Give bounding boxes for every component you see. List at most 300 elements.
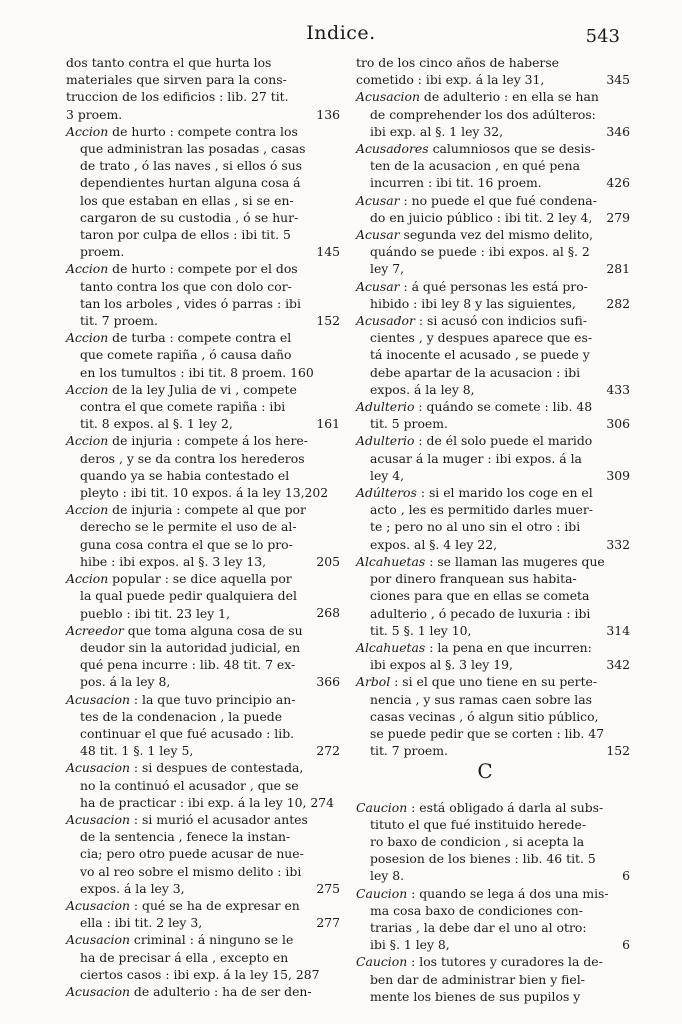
entry-text: : si el que uno tiene en su perte- [390, 674, 598, 690]
entry-line [356, 553, 614, 570]
entry-line [66, 605, 324, 622]
entry-line [66, 123, 324, 140]
index-entry [66, 501, 340, 570]
entry-page-ref: 145 [316, 244, 340, 260]
entry-line [66, 553, 324, 570]
entry-line [356, 312, 614, 329]
entry-line [356, 570, 614, 587]
entry-text: guna cosa contra el que se lo pro- [80, 536, 293, 552]
entry-page-ref: 345 [606, 72, 630, 88]
entry-page-ref: 152 [316, 313, 340, 329]
entry-text: contra el que comete rapiña : ibi [80, 399, 286, 415]
entry-text: cometido : ibi exp. á la ley 31, [356, 72, 545, 88]
entry-line [66, 157, 324, 174]
entry-text: popular : se dice aquella por [108, 571, 292, 587]
entry-headword: Acusacion [66, 691, 130, 707]
entry-line [356, 867, 614, 884]
entry-text: proem. [80, 244, 125, 260]
entry-text: ibi exp. al §. 1 ley 32, [370, 123, 504, 139]
entry-text: hibido : ibi ley 8 y las siguientes, [370, 295, 576, 311]
page-number: 543 [585, 26, 620, 47]
index-entry [356, 278, 630, 312]
entry-page-ref: 433 [606, 381, 630, 397]
entry-text: de hurto : compete por el dos [108, 261, 298, 277]
entry-text: ibi §. 1 ley 8, [370, 937, 450, 953]
entry-line [356, 501, 614, 518]
entry-text: : está obligado á darla al subs- [407, 799, 604, 815]
entry-line [66, 54, 324, 71]
index-entry [66, 931, 324, 983]
entry-headword: Acusar [356, 227, 400, 243]
entry-line [356, 432, 614, 449]
index-entry [66, 811, 340, 897]
entry-text: : la que tuvo principio an- [129, 691, 296, 707]
entry-line [356, 415, 614, 432]
entry-text: ten de la acusacion , en qué pena [370, 158, 580, 174]
entry-headword: Acusacion [66, 897, 130, 913]
entry-line [356, 484, 614, 501]
entry-text: de injuria : compete al que por [108, 502, 306, 518]
entry-line [66, 691, 324, 708]
index-entry [66, 691, 340, 760]
entry-text: que toma alguna cosa de su [123, 622, 303, 638]
entry-line [66, 364, 324, 381]
entry-text: de trato , ó las naves , si ellos ó sus [80, 158, 303, 174]
entry-text: : de él solo puede el marido [414, 433, 593, 449]
entry-line [66, 174, 324, 191]
entry-line [356, 816, 614, 833]
index-entry [356, 312, 630, 398]
index-entry [66, 622, 340, 691]
entry-headword: Acusacion [66, 811, 130, 827]
entry-line [66, 88, 324, 105]
entry-text: incurren : ibi tit. 16 proem. [370, 175, 542, 191]
entry-page-ref: 6 [622, 868, 630, 884]
entry-text: expos. á la ley 8, [370, 381, 475, 397]
entry-text: : la pena en que incurren: [425, 639, 592, 655]
entry-line [66, 570, 324, 587]
entry-line [356, 157, 614, 174]
entry-text: : si el marido los coge en el [416, 485, 593, 501]
entry-text: : si acusó con indicios sufi- [414, 313, 587, 329]
entry-headword: Adulterio [356, 399, 415, 415]
index-entry [66, 432, 329, 501]
entry-line [356, 605, 614, 622]
entry-line [66, 914, 324, 931]
entry-text: hibe : ibi expos. al §. 3 ley 13, [80, 553, 267, 569]
section-letter-c: C [477, 759, 493, 784]
entry-headword: Acusar [356, 192, 400, 208]
entry-text: debe apartar de la acusacion : ibi [370, 364, 581, 380]
entry-line [356, 364, 614, 381]
index-entry [356, 673, 630, 759]
entry-line [356, 639, 614, 656]
entry-line [356, 346, 614, 363]
entry-line [66, 587, 324, 604]
entry-line [356, 971, 614, 988]
entry-text: taron por culpa de ellos : ibi tit. 5 [80, 227, 291, 243]
entry-line [66, 759, 324, 776]
entry-line [66, 828, 324, 845]
entry-line [66, 949, 324, 966]
entry-headword: Adúlteros [356, 485, 417, 501]
entry-text: tit. 5 proem. [370, 416, 448, 432]
entry-text: tá inocente el acusado , se puede y [370, 347, 590, 363]
entry-text: cia; pero otro puede acusar de nue- [80, 846, 304, 862]
entry-headword: Caucion [356, 954, 408, 970]
entry-line [356, 691, 614, 708]
entry-headword: Adulterio [356, 433, 415, 449]
index-entry [356, 484, 630, 553]
index-entry [66, 329, 324, 381]
entry-text: quándo se puede : ibi expos. al §. 2 [370, 244, 590, 260]
entry-page-ref: 275 [316, 880, 340, 896]
entry-text: 48 tit. 1 §. 1 ley 5, [80, 743, 194, 759]
entry-text: de turba : compete contra el [108, 330, 292, 346]
entry-line [356, 833, 614, 850]
entry-line [356, 536, 614, 553]
entry-text: deudor sin la autoridad judicial, en [80, 639, 301, 655]
entry-text: en los tumultos : ibi tit. 8 proem. 160 [80, 364, 314, 380]
entry-line [66, 432, 324, 449]
index-entry [356, 140, 630, 192]
entry-text: tro de los cinco años de haberse [356, 55, 560, 70]
entry-text: tit. 7 proem. [80, 313, 158, 329]
entry-line [356, 622, 614, 639]
index-entry [66, 260, 340, 329]
entry-text: expos. al §. 4 ley 22, [370, 536, 498, 552]
entry-text: pueblo : ibi tit. 23 ley 1, [80, 605, 231, 621]
entry-text: de adulterio : ha de ser den- [129, 983, 312, 999]
entry-text: tit. 7 proem. [370, 743, 448, 759]
index-entry [356, 885, 630, 954]
entry-line [66, 708, 324, 725]
entry-line [66, 742, 324, 759]
entry-text: por dinero franquean sus habita- [370, 571, 577, 587]
entry-line [66, 897, 324, 914]
entry-line [356, 953, 614, 970]
entry-text: trarias , la debe dar el uno al otro: [370, 919, 587, 935]
entry-page-ref: 282 [606, 295, 630, 311]
entry-text: ro baxo de condicion , si acepta la [370, 833, 585, 849]
index-entry [356, 192, 630, 226]
entry-line [66, 811, 324, 828]
entry-text: continuar el que fué acusado : lib. [80, 725, 295, 741]
entry-text: ley 8. [370, 868, 405, 884]
entry-headword: Arbol [356, 674, 391, 690]
entry-line [66, 312, 324, 329]
entry-line [66, 226, 324, 243]
entry-line [356, 329, 614, 346]
entry-line [66, 966, 324, 983]
entry-text: ciones para que en ellas se cometa [370, 588, 590, 604]
entry-line [66, 192, 324, 209]
entry-headword: Acusacion [356, 89, 420, 105]
entry-text: cargaron de su custodia , ó se hur- [80, 209, 299, 225]
entry-text: : quándo se comete : lib. 48 [414, 399, 593, 415]
index-entry [356, 226, 630, 278]
entry-line [66, 484, 329, 501]
entry-line [66, 639, 324, 656]
entry-headword: Accion [66, 123, 109, 139]
entry-text: tes de la condenacion , la puede [80, 708, 283, 724]
entry-text: dos tanto contra el que hurta los [66, 55, 272, 70]
entry-text: : si despues de contestada, [129, 760, 304, 776]
entry-text: de comprehender los dos adúlteros: [370, 106, 596, 122]
entry-page-ref: 205 [316, 553, 340, 569]
entry-text: acusar á la muger : ibi expos. á la [370, 450, 582, 466]
entry-line [356, 467, 614, 484]
entry-page-ref: 332 [606, 536, 630, 552]
index-entry [356, 398, 630, 432]
entry-text: ha de practicar : ibi exp. á la ley 10, 274 [80, 794, 335, 810]
entry-text: ley 4, [370, 467, 405, 483]
entry-text: calumniosos que se desis- [428, 141, 596, 157]
entry-page-ref: 281 [606, 261, 630, 277]
entry-line [66, 983, 324, 1000]
entry-line [66, 346, 324, 363]
entry-line [66, 381, 324, 398]
entry-line [356, 673, 614, 690]
entry-line [356, 209, 614, 226]
entry-text: tanto contra los que con dolo cor- [80, 278, 292, 294]
entry-page-ref: 314 [606, 622, 630, 638]
entry-line [66, 243, 324, 260]
entry-text: materiales que sirven para la cons- [66, 72, 287, 88]
entry-text: : los tutores y curadores la de- [407, 954, 603, 970]
entry-headword: Accion [66, 381, 109, 397]
entry-text: ben dar de administrar bien y fiel- [370, 971, 585, 987]
entry-text: do en juicio público : ibi tit. 2 ley 4, [370, 209, 593, 225]
entry-headword: Accion [66, 433, 109, 449]
entry-text: segunda vez del mismo delito, [399, 227, 594, 243]
entry-line [66, 260, 324, 277]
entry-text: ella : ibi tit. 2 ley 3, [80, 915, 203, 931]
entry-text: : no puede el que fué condena- [399, 192, 597, 208]
entry-line [356, 71, 614, 88]
entry-headword: Acusadores [356, 141, 429, 157]
entry-line [356, 381, 614, 398]
entry-text: truccion de los edificios : lib. 27 tit. [66, 89, 289, 105]
index-entry [356, 639, 630, 673]
entry-text: casas vecinas , ó algun sitio público, [370, 708, 599, 724]
entry-text: qué pena incurre : lib. 48 tit. 7 ex- [80, 657, 296, 673]
entry-text: expos. á la ley 3, [80, 880, 185, 896]
entry-text: tituto el que fué instituido herede- [370, 816, 587, 832]
entry-line [66, 536, 324, 553]
index-entry [356, 553, 630, 639]
entry-page-ref: 161 [316, 416, 340, 432]
entry-line [356, 123, 614, 140]
entry-line [66, 329, 324, 346]
entry-line [356, 278, 614, 295]
entry-text: criminal : á ninguno se le [129, 932, 294, 948]
entry-line [356, 450, 614, 467]
entry-line [356, 587, 614, 604]
entry-line [66, 415, 324, 432]
entry-text: de la ley Julia de vi , compete [108, 381, 297, 397]
entry-line [356, 936, 614, 953]
entry-headword: Acusacion [66, 760, 130, 776]
index-entry [66, 570, 340, 622]
entry-headword: Accion [66, 261, 109, 277]
entry-text: : quando se lega á dos una mis- [407, 885, 609, 901]
entry-text: ley 7, [370, 261, 405, 277]
index-entry [66, 54, 340, 123]
entry-text: que comete rapiña , ó causa daño [80, 347, 292, 363]
entry-text: ma cosa baxo de condiciones con- [370, 902, 583, 918]
entry-line [66, 467, 324, 484]
entry-line [66, 398, 324, 415]
entry-line [356, 656, 614, 673]
entry-headword: Acusacion [66, 983, 130, 999]
entry-line [356, 902, 614, 919]
entry-text: : á qué personas les está pro- [399, 278, 588, 294]
entry-line [66, 725, 324, 742]
entry-text: quando ya se habia contestado el [80, 467, 290, 483]
entry-line [356, 54, 614, 71]
entry-headword: Acreedor [66, 622, 124, 638]
entry-line [66, 278, 324, 295]
entry-text: se puede pedir que se corten : lib. 47 [370, 725, 605, 741]
entry-line [66, 673, 324, 690]
entry-line [66, 931, 324, 948]
entry-line [356, 174, 614, 191]
entry-text: nencia , y sus ramas caen sobre las [370, 691, 592, 707]
entry-text: tan los arboles , vides ó parras : ibi [80, 295, 301, 311]
entry-headword: Accion [66, 330, 109, 346]
entry-text: acto , les es permitido darles muer- [370, 502, 593, 518]
index-entry [66, 381, 340, 433]
entry-page-ref: 152 [606, 743, 630, 759]
entry-line [356, 850, 614, 867]
index-entry [66, 983, 324, 1000]
index-entry [66, 759, 335, 811]
entry-line [66, 209, 324, 226]
entry-headword: Accion [66, 502, 109, 518]
entry-text: dependientes hurtan alguna cosa á [80, 175, 301, 191]
entry-page-ref: 6 [622, 937, 630, 953]
entry-text: mente los bienes de sus pupilos y [370, 988, 581, 1004]
entry-line [356, 988, 614, 1005]
entry-line [356, 799, 614, 816]
right-column [356, 54, 630, 1005]
entry-line [356, 398, 614, 415]
entry-line [66, 71, 324, 88]
entry-text: de injuria : compete á los here- [108, 433, 308, 449]
entry-page-ref: 268 [316, 605, 340, 621]
entry-text: derecho se le permite el uso de al- [80, 519, 297, 535]
index-entry [356, 799, 630, 885]
left-column [66, 54, 340, 1000]
entry-page-ref: 346 [606, 123, 630, 139]
entry-text: deros , y se da contra los herederos [80, 450, 305, 466]
entry-text: vo al reo sobre el mismo delito : ibi [80, 863, 302, 879]
entry-line [66, 880, 324, 897]
entry-line [356, 742, 614, 759]
entry-text: : se llaman las mugeres que [425, 553, 605, 569]
entry-line [66, 622, 324, 639]
entry-page-ref: 277 [316, 915, 340, 931]
entry-text: cientes , y despues aparece que es- [370, 330, 593, 346]
right-column-a-entries [356, 54, 630, 759]
index-entry [356, 88, 630, 140]
entry-headword: Caucion [356, 799, 408, 815]
entry-line [356, 260, 614, 277]
index-entry [66, 897, 340, 931]
entry-line [356, 88, 614, 105]
entry-text: ibi expos al §. 3 ley 19, [370, 657, 513, 673]
entry-line [356, 518, 614, 535]
entry-page-ref: 309 [606, 467, 630, 483]
entry-line [356, 243, 614, 260]
entry-text: de la sentencia , fenece la instan- [80, 829, 291, 845]
entry-text: ciertos casos : ibi exp. á la ley 15, 287 [80, 966, 320, 982]
entry-text: tit. 5 §. 1 ley 10, [370, 622, 472, 638]
entry-line [66, 450, 324, 467]
page-header-title: Indice. [306, 22, 376, 44]
entry-line [66, 863, 324, 880]
entry-line [356, 708, 614, 725]
entry-headword: Caucion [356, 885, 408, 901]
entry-text: de adulterio : en ella se han [419, 89, 599, 105]
index-entry [356, 953, 614, 1005]
entry-line [356, 885, 614, 902]
entry-line [66, 518, 324, 535]
entry-line [356, 919, 614, 936]
entry-text: tit. 8 expos. al §. 1 ley 2, [80, 416, 233, 432]
entry-text: : qué se ha de expresar en [129, 897, 300, 913]
entry-text: pos. á la ley 8, [80, 674, 171, 690]
entry-text: ha de precisar á ella , excepto en [80, 949, 289, 965]
index-entry [66, 123, 340, 261]
entry-headword: Acusar [356, 278, 400, 294]
entry-page-ref: 366 [316, 674, 340, 690]
entry-page-ref: 279 [606, 209, 630, 225]
entry-page-ref: 306 [606, 416, 630, 432]
entry-line [66, 295, 324, 312]
entry-text: no la continuó el acusador , que se [80, 777, 299, 793]
entry-text: de hurto : compete contra los [108, 123, 298, 139]
entry-text: 3 proem. [66, 106, 123, 122]
entry-line [66, 140, 324, 157]
entry-headword: Acusador [356, 313, 415, 329]
entry-text: la qual puede pedir qualquiera del [80, 588, 297, 604]
entry-line [356, 725, 614, 742]
right-column-c-entries [356, 799, 630, 1005]
entry-line [356, 106, 614, 123]
entry-text: que administran las posadas , casas [80, 141, 306, 157]
entry-line [66, 845, 324, 862]
index-entry [356, 54, 630, 88]
entry-line [356, 295, 614, 312]
entry-text: los que estaban en ellas , si se en- [80, 192, 294, 208]
entry-page-ref: 136 [316, 106, 340, 122]
entry-page-ref: 272 [316, 743, 340, 759]
entry-text: pleyto : ibi tit. 10 expos. á la ley 13,202 [80, 485, 329, 501]
entry-line [66, 501, 324, 518]
entry-line [66, 106, 324, 123]
entry-headword: Alcahuetas [356, 553, 426, 569]
entry-line [66, 794, 335, 811]
entry-text: posesion de los bienes : lib. 46 tit. 5 [370, 851, 596, 867]
entry-line [356, 140, 614, 157]
entry-line [66, 777, 324, 794]
entry-headword: Acusacion [66, 932, 130, 948]
entry-text: : si murió el acusador antes [129, 811, 308, 827]
entry-line [66, 656, 324, 673]
entry-page-ref: 342 [606, 657, 630, 673]
